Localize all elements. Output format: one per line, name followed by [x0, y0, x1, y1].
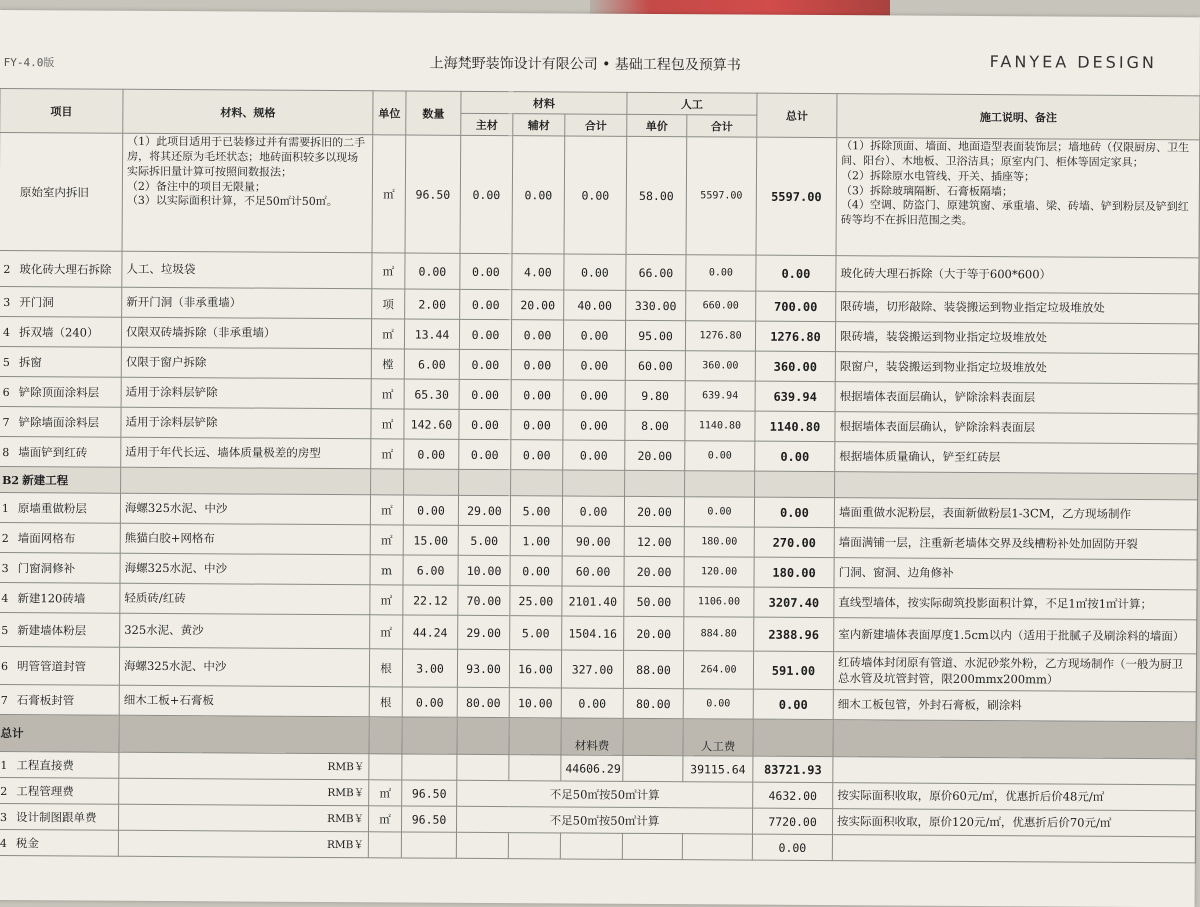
cell-item [0, 612, 120, 647]
cell-material-spec: 轻质砖/红砖 [120, 583, 370, 615]
cell-labor-price: 95.00 [625, 320, 685, 350]
row-number: 8 [2, 446, 18, 459]
item-name: 铲除顶面涂料层 [19, 385, 100, 399]
cell-labor-price: 58.00 [626, 136, 687, 254]
cell-material-spec: 适用于年代长远、墙体质量极差的房型 [121, 437, 371, 469]
cell-labor-price: 80.00 [623, 688, 683, 718]
empty-cell [508, 833, 560, 859]
cell-main-material: 0.00 [459, 349, 511, 379]
summary-note: 按实际面积收取，原价60元/㎡，优惠折后价48元/㎡ [833, 783, 1196, 811]
cell-labor-total: 264.00 [683, 651, 753, 689]
item-name: 玻化砖大理石拆除 [19, 262, 111, 277]
cell-item [0, 286, 122, 317]
cell-unit: m [370, 555, 403, 585]
cell-notes: 墙面重做水泥粉层，表面新做粉层1-3CM，乙方现场制作 [834, 498, 1197, 530]
row-number: 2 [2, 532, 18, 545]
cell-main-material: 0.00 [459, 439, 511, 469]
row-number: 4 [0, 837, 16, 850]
cell-notes: 红砖墙体封闭原有管道、水泥砂浆外粉，乙方现场制作（一般为厨卫总水管及坑管封管，限200mmx200mm） [833, 652, 1196, 692]
cell-grand-total: 3207.40 [754, 587, 834, 617]
cell-material-total: 2101.40 [562, 586, 624, 616]
section-title [0, 466, 121, 493]
cell-labor-price: 88.00 [623, 650, 683, 688]
cell-main-material: 5.00 [458, 525, 510, 555]
cell-notes: 室内新建墙体表面厚度1.5cm以内（适用于批腻子及刷涂料的墙面） [834, 618, 1197, 654]
cell-grand-total: 5597.00 [756, 137, 837, 255]
cell-item [0, 406, 121, 437]
summary-total: 83721.93 [753, 756, 833, 782]
cell-labor-total: 180.00 [684, 527, 754, 557]
item-name: 新建墙体粉层 [17, 623, 86, 637]
cell-main-material: 70.00 [458, 585, 510, 615]
row-number: 5 [3, 356, 19, 369]
summary-total: 7720.00 [752, 808, 832, 834]
cell-item [0, 346, 121, 377]
cell-item [0, 436, 121, 467]
cell-aux-material: 10.00 [509, 688, 561, 718]
empty-cell [369, 717, 402, 754]
summary-item [0, 751, 119, 778]
item-name: 原墙重做粉层 [18, 501, 87, 515]
cell-notes: 根据墙体表面层确认，铲除涂料表面层 [835, 382, 1198, 414]
brand-logo-text: FANYEA DESIGN [990, 52, 1157, 72]
cell-qty: 13.44 [404, 319, 459, 349]
cell-unit: 根 [369, 649, 402, 687]
empty-cell [509, 755, 561, 781]
cell-grand-total: 270.00 [754, 527, 834, 557]
cell-labor-total: 0.00 [685, 441, 755, 471]
empty-cell [623, 755, 683, 781]
cell-unit: ㎡ [370, 525, 403, 555]
cell-material-total: 0.00 [563, 440, 625, 470]
cell-unit: ㎡ [371, 439, 404, 469]
currency-label: RMB￥ [119, 778, 369, 806]
cell-qty: 44.24 [403, 615, 458, 649]
summary-item [0, 829, 118, 856]
cell-notes: 限砖墙，切形敲除、装袋搬运到物业指定垃圾堆放处 [836, 292, 1199, 324]
item-name: 拆双墙（240） [19, 325, 99, 339]
labor-fee-value [682, 834, 752, 860]
empty-cell [835, 472, 1198, 500]
cell-unit: ㎡ [368, 806, 401, 832]
cell-grand-total: 0.00 [755, 441, 835, 471]
cell-unit: ㎡ [372, 135, 406, 253]
cell-material-spec: 海螺325水泥、中沙 [119, 647, 369, 687]
cell-unit: ㎡ [371, 379, 404, 409]
row-number: 7 [1, 694, 17, 707]
cell-unit [368, 832, 401, 858]
col-header-total: 总计 [757, 93, 837, 137]
cell-material-total: 0.00 [564, 136, 627, 254]
cell-labor-price: 20.00 [624, 496, 684, 526]
cell-item [0, 376, 121, 407]
cell-material-total: 90.00 [562, 526, 624, 556]
row-number: 6 [3, 386, 19, 399]
cell-qty: 2.00 [405, 289, 460, 319]
cell-main-material: 10.00 [458, 555, 510, 585]
cell-labor-total: 639.94 [685, 381, 755, 411]
cell-aux-material: 0.00 [510, 556, 562, 586]
material-fee-value: 44606.29 [561, 755, 623, 781]
cell-labor-price: 66.00 [626, 254, 686, 290]
calculation-note: 不足50㎡按50㎡计算 [456, 806, 752, 834]
cell-qty: 96.50 [405, 135, 461, 253]
labor-fee-label: 人工费 [683, 719, 753, 756]
col-header-spec: 材料、规格 [123, 89, 373, 135]
cell-grand-total: 1140.80 [755, 411, 835, 441]
cell-material-total: 0.00 [561, 688, 623, 718]
cell-material-spec: 适用于涂料层铲除 [121, 407, 371, 439]
empty-cell [121, 467, 371, 495]
cell-notes: （1）拆除顶面、墙面、地面造型表面装饰层；墙地砖（仅限厨房、卫生间、阳台）、木地板、卫浴洁具；原室内门、柜体等固定家具； （2）拆除原水电管线、开关、插座等； （3）拆除玻璃隔断、石膏板隔墙； （4）空调、防盗门、原建筑窗、承重墙、梁、砖墙、铲到粉层及铲到红砖等均不在拆旧范围之类。 [836, 138, 1200, 258]
cell-qty: 142.60 [404, 409, 459, 439]
cell-item [0, 250, 122, 287]
cell-aux-material: 0.00 [511, 320, 563, 350]
summary-note [832, 835, 1195, 863]
cell-main-material: 0.00 [459, 319, 511, 349]
cell-aux-material: 20.00 [512, 290, 564, 320]
row-number: 6 [1, 660, 17, 673]
cell-material-spec: 仅限于窗户拆除 [121, 347, 371, 379]
cell-main-material: 0.00 [460, 253, 512, 289]
cell-material-spec: 325水泥、黄沙 [120, 613, 370, 649]
cell-grand-total: 0.00 [753, 689, 833, 719]
section-label: 新建工程 [22, 473, 68, 487]
cell-item [0, 522, 120, 553]
cell-material-spec: 新开门洞（非承重墙） [122, 287, 372, 319]
cell-labor-price: 20.00 [624, 556, 684, 586]
summary-total: 0.00 [752, 834, 832, 860]
row-number: 2 [0, 785, 16, 798]
section-code: B2 [2, 474, 22, 487]
summary-total: 4632.00 [753, 782, 833, 808]
cell-unit: ㎡ [370, 495, 403, 525]
empty-cell [623, 718, 683, 755]
summary-item-name: 设计制图跟单费 [16, 810, 97, 824]
cell-labor-total: 1276.80 [685, 321, 755, 351]
cell-material-spec: 熊猫白胶+网格布 [120, 523, 370, 555]
cell-aux-material: 0.00 [511, 380, 563, 410]
cell-grand-total: 0.00 [756, 255, 836, 291]
quotation-sheet [0, 10, 1200, 907]
row-number: 1 [0, 759, 16, 772]
row-number: 3 [2, 562, 18, 575]
col-header-labor-total: 合计 [687, 115, 757, 137]
cell-material-total: 1504.16 [562, 616, 624, 650]
empty-cell [755, 471, 835, 497]
cell-unit: ㎡ [372, 253, 405, 289]
cell-notes: 墙面满铺一层，注重新老墙体交界及线槽粉补处加固防开裂 [834, 528, 1197, 560]
empty-cell [459, 469, 511, 495]
summary-item [0, 803, 119, 830]
item-name: 开门洞 [19, 295, 54, 309]
cell-qty: 0.00 [403, 495, 458, 525]
cell-labor-total: 0.00 [686, 255, 756, 291]
row-number: 5 [1, 624, 17, 637]
summary-note [833, 757, 1196, 785]
empty-cell [404, 469, 459, 495]
item-name: 原始室内拆旧 [20, 185, 89, 199]
summary-note: 按实际面积收取，原价120元/㎡，优惠折后价70元/㎡ [832, 809, 1195, 837]
cell-labor-total: 884.80 [684, 617, 754, 651]
cell-material-total: 327.00 [561, 650, 623, 688]
cell-aux-material: 16.00 [509, 650, 561, 688]
cell-aux-material: 1.00 [510, 526, 562, 556]
cell-labor-price: 9.80 [625, 380, 685, 410]
empty-cell [833, 720, 1196, 759]
cell-aux-material: 0.00 [511, 410, 563, 440]
cell-main-material: 0.00 [459, 379, 511, 409]
cell-material-spec: 海螺325水泥、中沙 [120, 493, 370, 525]
cell-grand-total: 0.00 [754, 497, 834, 527]
table-row [0, 133, 1200, 258]
empty-cell [457, 754, 509, 780]
cell-material-total: 0.00 [564, 254, 626, 290]
cell-aux-material: 0.00 [511, 440, 563, 470]
cell-labor-price: 330.00 [626, 290, 686, 320]
item-name: 墙面网格布 [18, 531, 76, 545]
cell-main-material: 93.00 [457, 649, 509, 687]
item-name: 墙面铲到红砖 [18, 445, 87, 459]
cell-labor-total: 5597.00 [686, 137, 757, 255]
cell-labor-total: 1106.00 [684, 587, 754, 617]
currency-label: RMB￥ [118, 804, 368, 832]
cell-item [0, 316, 122, 347]
empty-cell [622, 833, 682, 859]
material-fee-value [560, 833, 622, 859]
cell-material-total: 0.00 [563, 380, 625, 410]
cell-qty: 0.00 [404, 439, 459, 469]
col-header-item: 项目 [0, 89, 123, 134]
cell-material-spec: 适用于涂料层铲除 [121, 377, 371, 409]
cell-item [0, 133, 123, 252]
cell-labor-total: 0.00 [683, 689, 753, 719]
empty-cell [753, 719, 833, 756]
cell-notes: 限砖墙，装袋搬运到物业指定垃圾堆放处 [835, 322, 1198, 354]
cell-material-spec: （1）此项目适用于已装修过并有需要拆旧的二手房，将其还原为毛坯状态；地砖面积较多以现场实际拆旧量计算可按照间数报法； （2）备注中的项目无限量； （3）以实际面积计算，不足50㎡计50㎡。 [122, 133, 373, 253]
empty-cell [456, 832, 508, 858]
cell-qty: 0.00 [402, 687, 457, 717]
cell-aux-material: 5.00 [510, 496, 562, 526]
cell-aux-material: 4.00 [512, 254, 564, 290]
empty-cell [563, 470, 625, 496]
cell-material-total: 60.00 [562, 556, 624, 586]
cell-labor-price: 60.00 [625, 350, 685, 380]
cell-unit: ㎡ [369, 780, 402, 806]
cell-main-material: 80.00 [457, 687, 509, 717]
cell-labor-price: 50.00 [624, 586, 684, 616]
cell-main-material: 29.00 [458, 615, 510, 649]
row-number: 3 [3, 296, 19, 309]
cell-notes: 细木工板包管，外封石膏板，刷涂料 [833, 690, 1196, 722]
col-header-unit: 单位 [373, 91, 406, 135]
item-name: 拆窗 [19, 355, 42, 369]
empty-cell [119, 715, 369, 754]
cell-labor-total: 360.00 [685, 351, 755, 381]
cell-material-spec: 人工、垃圾袋 [122, 251, 372, 289]
summary-item-name: 工程直接费 [16, 758, 74, 772]
empty-cell [625, 470, 685, 496]
col-header-materials: 材料 [461, 91, 627, 114]
cell-main-material: 0.00 [460, 135, 513, 253]
cell-aux-material: 0.00 [511, 350, 563, 380]
cell-unit: 项 [372, 289, 405, 319]
cell-notes: 根据墙体质量确认，铲至红砖层 [835, 442, 1198, 474]
summary-item [0, 777, 119, 804]
item-name: 石膏板封管 [17, 693, 75, 707]
row-number: 4 [3, 326, 19, 339]
cell-labor-total: 120.00 [684, 557, 754, 587]
cell-grand-total: 1276.80 [755, 321, 835, 351]
cell-item [0, 582, 120, 613]
cell-unit: ㎡ [370, 585, 403, 615]
item-name: 门窗洞修补 [18, 561, 76, 575]
cell-notes: 门洞、窗洞、边角修补 [834, 558, 1197, 590]
cell-grand-total: 2388.96 [754, 617, 834, 651]
summary-item-name: 税金 [16, 836, 39, 850]
empty-cell [509, 718, 561, 755]
cell-unit: 根 [369, 687, 402, 717]
cell-unit: ㎡ [370, 615, 403, 649]
cell-notes: 根据墙体表面层确认，铲除涂料表面层 [835, 412, 1198, 444]
cell-labor-price: 20.00 [625, 440, 685, 470]
col-header-main-mat: 主材 [461, 113, 513, 135]
cell-qty: 6.00 [403, 555, 458, 585]
cell-material-spec: 细木工板+石膏板 [119, 685, 369, 717]
cell-notes: 限窗户，装袋搬运到物业指定垃圾堆放处 [835, 352, 1198, 384]
cell-main-material: 0.00 [460, 289, 512, 319]
cell-grand-total: 360.00 [755, 351, 835, 381]
cell-material-total: 0.00 [563, 350, 625, 380]
budget-table [0, 88, 1200, 863]
cell-item [0, 646, 120, 685]
cell-notes: 玻化砖大理石拆除（大于等于600*600） [836, 256, 1199, 294]
currency-label: RMB￥ [118, 830, 368, 858]
item-name: 新建120砖墙 [17, 591, 85, 605]
col-header-unit-price: 单价 [627, 114, 687, 136]
cell-unit: ㎡ [371, 319, 404, 349]
currency-label: RMB￥ [119, 752, 369, 780]
empty-cell [685, 471, 755, 497]
cell-material-spec: 仅限双砖墙拆除（非承重墙） [121, 317, 371, 349]
item-name: 明管管道封管 [17, 659, 86, 673]
cell-material-total: 40.00 [564, 290, 626, 320]
cell-qty: 96.50 [402, 780, 457, 806]
version-label: FY-4.0版 [4, 54, 55, 70]
empty-cell [457, 717, 509, 754]
cell-unit [369, 754, 402, 780]
cell-qty: 96.50 [401, 806, 456, 832]
col-header-notes: 施工说明、备注 [837, 94, 1200, 140]
row-number: 4 [1, 592, 17, 605]
col-header-labor: 人工 [627, 92, 757, 115]
cell-unit: 樘 [371, 349, 404, 379]
cell-labor-total: 1140.80 [685, 411, 755, 441]
cell-qty: 6.00 [404, 349, 459, 379]
cell-labor-price: 12.00 [624, 526, 684, 556]
cell-qty [401, 832, 456, 858]
cell-unit: ㎡ [371, 409, 404, 439]
cell-material-total: 0.00 [562, 496, 624, 526]
cell-item [0, 492, 121, 523]
cell-aux-material: 5.00 [510, 616, 562, 650]
row-number: 2 [3, 263, 19, 276]
cell-main-material: 0.00 [459, 409, 511, 439]
item-name: 铲除墙面涂料层 [18, 415, 99, 429]
row-number: 3 [0, 811, 16, 824]
empty-cell [402, 717, 457, 754]
cell-item [0, 684, 119, 715]
cell-grand-total: 591.00 [753, 651, 833, 689]
cell-qty: 15.00 [403, 525, 458, 555]
labor-fee-value: 39115.64 [683, 756, 753, 782]
cell-item [0, 552, 120, 583]
cell-qty [402, 754, 457, 780]
material-fee-label: 材料费 [561, 718, 623, 755]
cell-labor-total: 0.00 [684, 497, 754, 527]
cell-grand-total: 180.00 [754, 557, 834, 587]
cell-qty: 65.30 [404, 379, 459, 409]
cell-qty: 0.00 [405, 253, 460, 289]
summary-label: 总计 [0, 714, 119, 752]
cell-aux-material: 0.00 [512, 136, 565, 254]
col-header-qty: 数量 [406, 91, 461, 135]
summary-item-name: 工程管理费 [16, 784, 74, 798]
cell-labor-price: 8.00 [625, 410, 685, 440]
cell-aux-material: 25.00 [510, 586, 562, 616]
cell-grand-total: 639.94 [755, 381, 835, 411]
col-header-mat-total: 合计 [565, 114, 627, 136]
col-header-aux-mat: 辅材 [513, 114, 565, 136]
document-title: 上海梵野装饰设计有限公司 • 基础工程包及预算书 [430, 53, 741, 75]
cell-notes: 直线型墙体，按实际砌筑投影面积计算，不足1㎡按1㎡计算； [834, 588, 1197, 620]
row-number: 1 [2, 502, 18, 515]
empty-cell [511, 470, 563, 496]
cell-material-total: 0.00 [563, 410, 625, 440]
cell-qty: 22.12 [403, 585, 458, 615]
cell-labor-total: 660.00 [686, 291, 756, 321]
cell-grand-total: 700.00 [756, 291, 836, 321]
cell-main-material: 29.00 [458, 495, 510, 525]
cell-labor-price: 20.00 [624, 616, 684, 650]
cell-material-spec: 海螺325水泥、中沙 [120, 553, 370, 585]
cell-material-total: 0.00 [563, 320, 625, 350]
calculation-note: 不足50㎡按50㎡计算 [457, 780, 753, 808]
row-number: 7 [2, 416, 18, 429]
cell-qty: 3.00 [402, 649, 457, 687]
empty-cell [371, 469, 404, 495]
